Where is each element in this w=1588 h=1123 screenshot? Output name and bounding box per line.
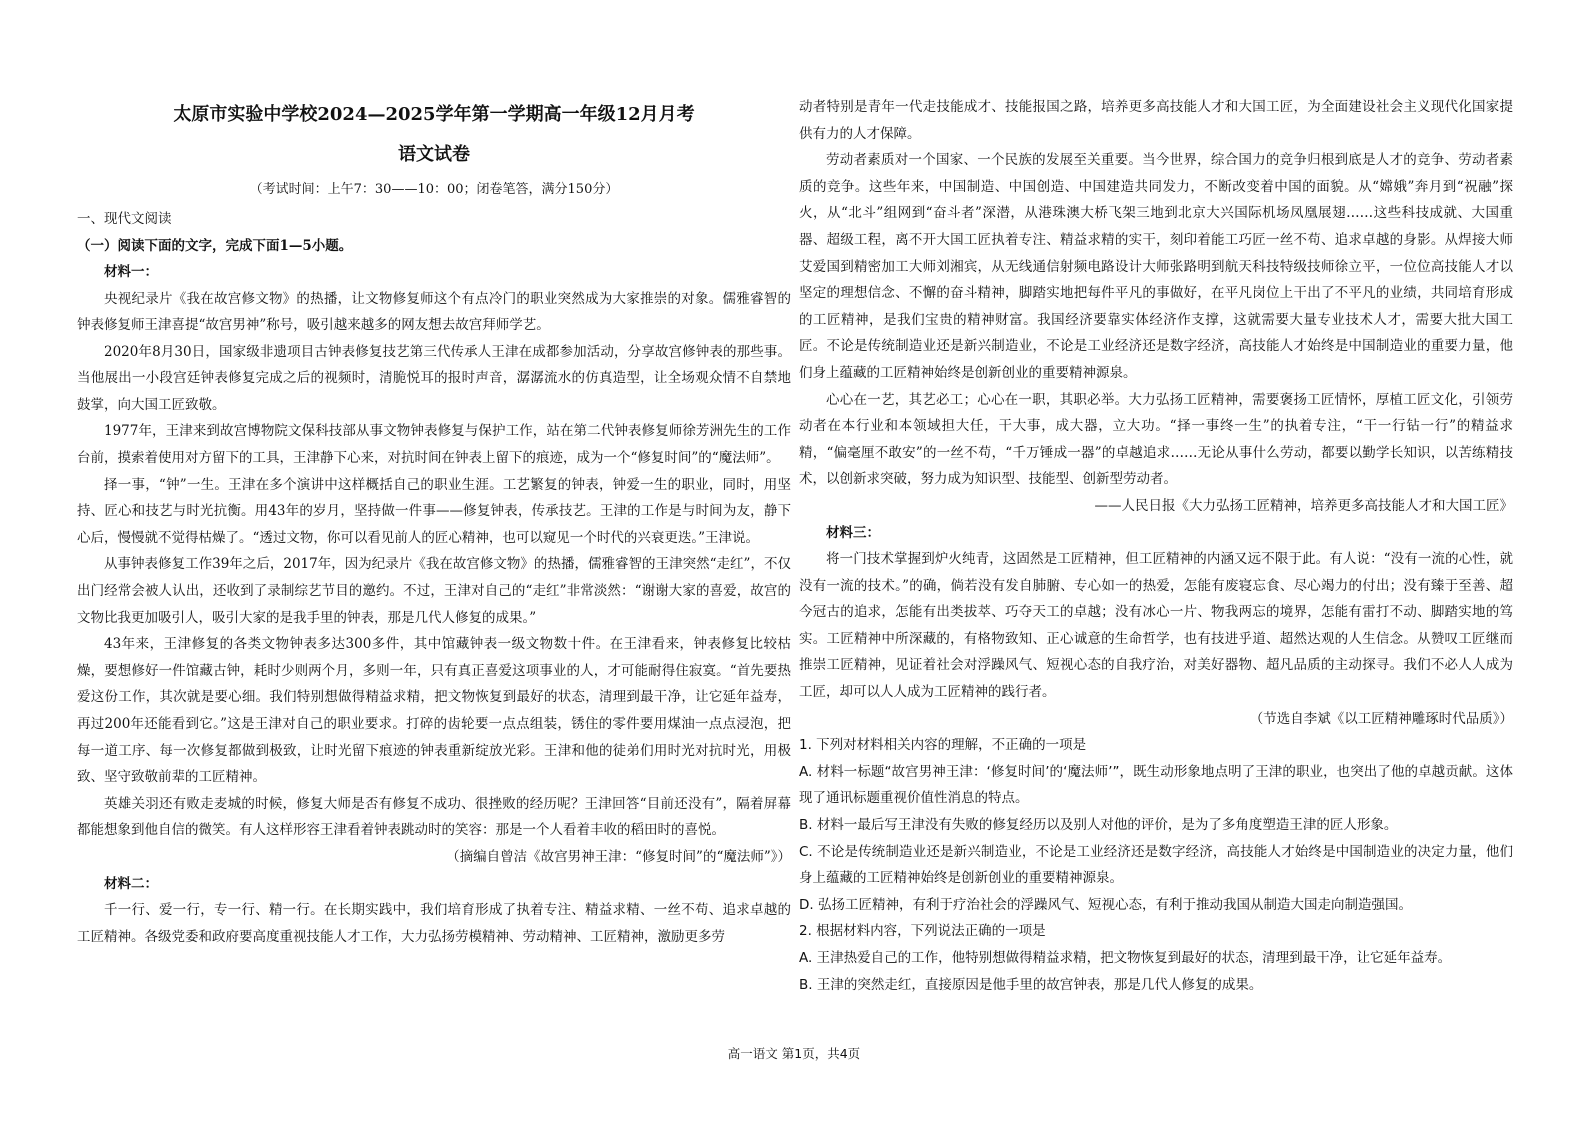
material1-paragraph: 央视纪录片《我在故宫修文物》的热播，让文物修复师这个有点冷门的职业突然成为大家推崇的对象。儒雅睿智的钟表修复师王津喜提“故宫男神”称号，吸引越来越多的网友想去故宫拜师学艺。	[77, 290, 791, 334]
section-heading: 一、现代文阅读	[77, 211, 172, 227]
right-column	[799, 94, 1513, 998]
material2-heading: 材料二：	[104, 875, 158, 892]
material2-paragraph-continued: 动者特别是青年一代走技能成才、技能报国之路，培养更多高技能人才和大国工匠，为全面建设社会主义现代化国家提供有力的人才保障。	[799, 99, 1513, 142]
question-1-option: D. 弘扬工匠精神，有利于疗治社会的浮躁风气、短视心态，有利于推动我国从制造大国走向制造强国。	[799, 896, 1412, 913]
material1-paragraph: 英雄关羽还有败走麦城的时候，修复大师是否有修复不成功、很挫败的经历呢？王津回答“目前还没有”，隔着屏幕都能想象到他自信的微笑。有人这样形容王津看着钟表跳动时的笑容：那是一个人看着丰收的稻田时的喜悦。	[77, 795, 791, 839]
left-column	[77, 100, 791, 950]
exam-subtitle: 语文试卷	[398, 144, 470, 165]
material1-paragraph: 从事钟表修复工作39年之后，2017年，因为纪录片《我在故宫修文物》的热播，儒雅睿智的王津突然“走红”，不仅出门经常会被人认出，还收到了录制综艺节目的邀约。不过，王津对自己的“走红”非常淡然：“谢谢大家的喜爱，故宫的文物比我更加吸引人，吸引大家的是我手里的钟表，那是几代人修复的成果。”	[77, 556, 791, 626]
question-1-option: C. 不论是传统制造业还是新兴制造业，不论是工业经济还是数字经济，高技能人才始终是中国制造业的决定力量，他们身上蕴藏的工匠精神始终是创新创业的重要精神源泉。	[799, 843, 1513, 887]
question-2-option: A. 王津热爱自己的工作，他特别想做得精益求精，把文物恢复到最好的状态，清理到最干净，让它延年益寿。	[799, 949, 1452, 966]
material3-source: （节选自李斌《以工匠精神雕琢时代品质》）	[1249, 710, 1513, 727]
material2-paragraph: 劳动者素质对一个国家、一个民族的发展至关重要。当今世界，综合国力的竞争归根到底是人才的竞争、劳动者素质的竞争。这些年来，中国制造、中国创造、中国建造共同发力，不断改变着中国的面貌。从“嫦娥”奔月到“祝融”探火，从“北斗”组网到“奋斗者”深潜，从港珠澳大桥飞架三地到北京大兴国际机场凤凰展翅……这些科技成就、大国重器、超级工程，离不开大国工匠执着专注、精益求精的实干，刻印着能工巧匠一丝不苟、追求卓越的身影。从焊接大师艾爱国到精密加工大师刘湘宾，从无线通信射频电路设计大师张路明到航天科技特级技师徐立平，一位位高技能人才以坚定的理想信念、不懈的奋斗精神，脚踏实地把每件平凡的事做好，在平凡岗位上干出了不平凡的业绩，共同培育形成的工匠精神，是我们宝贵的精神财富。我国经济要靠实体经济作支撑，这就需要大量专业技术人才，需要大批大国工匠。不论是传统制造业还是新兴制造业，不论是工业经济还是数字经济，高技能人才始终是中国制造业的重要力量，他们身上蕴藏的工匠精神始终是创新创业的重要精神源泉。	[799, 152, 1513, 381]
section-subheading: （一）阅读下面的文字，完成下面1—5小题。	[77, 237, 353, 254]
exam-info: （考试时间：上午7：30——10：00；闭卷笔答，满分150分）	[249, 182, 619, 197]
material2-paragraph: 千一行、爱一行，专一行、精一行。在长期实践中，我们培育形成了执着专注、精益求精、一丝不苟、追求卓越的工匠精神。各级党委和政府要高度重视技能人才工作，大力弘扬劳模精神、劳动精神、工匠精神，激励更多劳	[77, 902, 791, 945]
question-1-option: A. 材料一标题“故宫男神王津：‘修复时间’的‘魔法师’”，既生动形象地点明了王津的职业，也突出了他的卓越贡献。这体现了通讯标题重视价值性消息的特点。	[799, 763, 1513, 807]
page-footer: 高一语文 第1页，共4页	[727, 1046, 861, 1061]
question-2-option: B. 王津的突然走红，直接原因是他手里的故宫钟表，那是几代人修复的成果。	[799, 976, 1263, 993]
material3-heading: 材料三：	[826, 524, 880, 541]
question-1-option: B. 材料一最后写王津没有失败的修复经历以及别人对他的评价，是为了多角度塑造王津的匠人形象。	[799, 816, 1398, 833]
material1-heading: 材料一：	[104, 264, 158, 280]
exam-title: 太原市实验中学校2024—2025学年第一学期高一年级12月月考	[173, 104, 695, 125]
material3-paragraph: 将一门技术掌握到炉火纯青，这固然是工匠精神，但工匠精神的内涵又远不限于此。有人说：“没有一流的心性，就没有一流的技术。”的确，倘若没有发自肺腑、专心如一的热爱，怎能有废寝忘食、尽心竭力的付出；没有臻于至善、超今冠古的追求，怎能有出类拔萃、巧夺天工的卓越；没有冰心一片、物我两忘的境界，怎能有雷打不动、脚踏实地的笃实。工匠精神中所深藏的，有格物致知、正心诚意的生命哲学，也有技进乎道、超然达观的人生信念。从赞叹工匠继而推崇工匠精神，见证着社会对浮躁风气、短视心态的自我疗治，对美好器物、超凡品质的主动探寻。我们不必人人成为工匠，却可以人人成为工匠精神的践行者。	[799, 551, 1513, 700]
question-2-stem: 2. 根据材料内容，下列说法正确的一项是	[799, 923, 1046, 940]
material1-paragraph: 1977年，王津来到故宫博物院文保科技部从事文物钟表修复与保护工作，站在第二代钟表修复师徐芳洲先生的工作台前，摸索着使用对方留下的工具，王津静下心来，对抗时间在钟表上留下的痕迹，成为一个“修复时间”的“魔法师”。	[77, 423, 791, 467]
material1-paragraph: 2020年8月30日，国家级非遗项目古钟表修复技艺第三代传承人王津在成都参加活动，分享故宫修钟表的那些事。当他展出一小段宫廷钟表修复完成之后的视频时，清脆悦耳的报时声音，潺潺流水的仿真造型，让全场观众情不自禁地鼓掌，向大国工匠致敬。	[77, 343, 791, 413]
material2-source: ——人民日报《大力弘扬工匠精神，培养更多高技能人才和大国工匠》	[1094, 497, 1513, 514]
material2-paragraph: 心心在一艺，其艺必工；心心在一职，其职必举。大力弘扬工匠精神，需要褒扬工匠情怀，厚植工匠文化，引领劳动者在本行业和本领域担大任，干大事，成大器，立大功。“择一事终一生”的执着专注，“干一行钻一行”的精益求精，“偏毫厘不敢安”的一丝不苟，“千万锤成一器”的卓越追求……无论从事什么劳动，都要以勤学长知识，以苦练精技术，以创新求突破，努力成为知识型、技能型、创新型劳动者。	[799, 391, 1513, 488]
material1-paragraph: 择一事，“钟”一生。王津在多个演讲中这样概括自己的职业生涯。工艺繁复的钟表，钟爱一生的职业，同时，用坚持、匠心和技艺与时光抗衡。用43年的岁月，坚持做一件事——修复钟表，传承技艺。王津的工作是与时间为友，静下心后，慢慢就不觉得枯燥了。“透过文物，你可以看见前人的匠心精神，也可以窥见一个时代的兴衰更迭。”王津说。	[77, 476, 791, 546]
material1-source: （摘编自曾洁《故宫男神王津：“修复时间”的“魔法师”》）	[446, 848, 791, 865]
question-1-stem: 1. 下列对材料相关内容的理解，不正确的一项是	[799, 737, 1087, 754]
material1-paragraph: 43年来，王津修复的各类文物钟表多达300多件，其中馆藏钟表一级文物数十件。在王津看来，钟表修复比较枯燥，要想修好一件馆藏古钟，耗时少则两个月，多则一年，只有真正喜爱这项事业的人，才可能耐得住寂寞。“首先要热爱这份工作，其次就是要心细。我们特别想做得精益求精，把文物恢复到最好的状态，清理到最干净，让它延年益寿，再过200年还能看到它。”这是王津对自己的职业要求。打碎的齿轮要一点点组装，锈住的零件要用煤油一点点浸泡，把每一道工序、每一次修复都做到极致，让时光留下痕迹的钟表重新绽放光彩。王津和他的徒弟们用时光对抗时光，用极致、坚守致敬前辈的工匠精神。	[77, 636, 791, 786]
